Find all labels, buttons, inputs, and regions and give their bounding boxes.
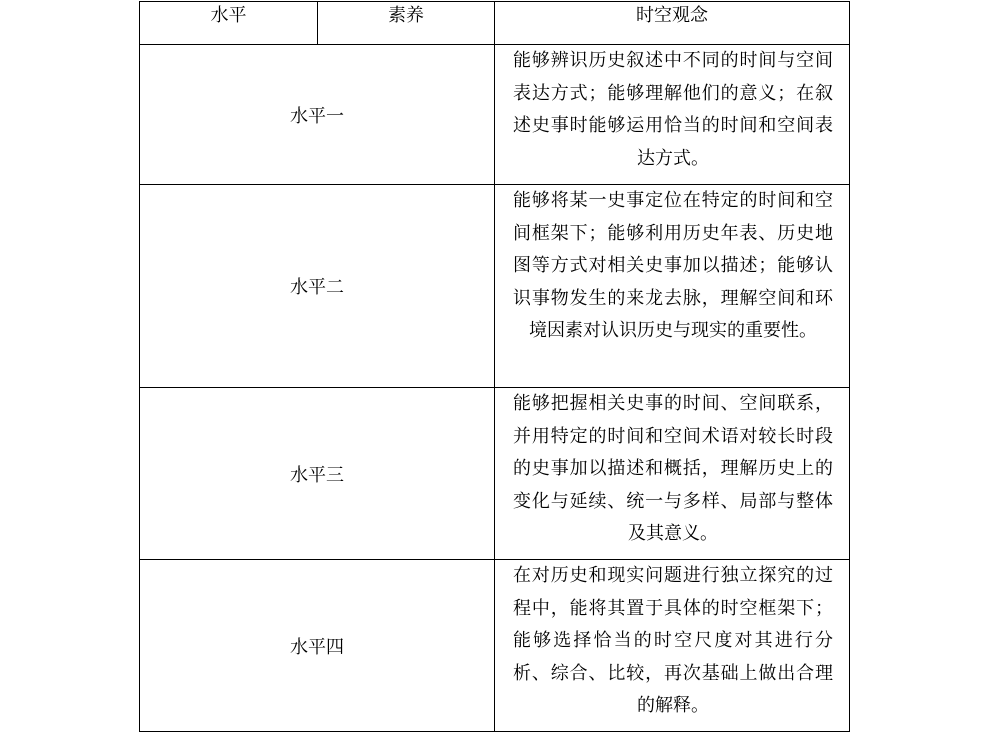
header-literacy-cell (318, 2, 495, 45)
description-cell (495, 388, 850, 560)
header-literacy: 素养 (388, 5, 424, 26)
level-cell: 水平三 (140, 388, 495, 560)
table-row (140, 560, 850, 732)
description-text: 在对历史和现实问题进行独立探究的过程中，能将其置于具体的时空框架下；能够选择恰当的时空尺度对其进行分析、综合、比较，再次基础上做出合理的解释。 (513, 565, 833, 716)
literacy-levels-table (139, 1, 850, 732)
table-row (140, 388, 850, 560)
header-concept-cell (495, 2, 850, 45)
description-text: 能够将某一史事定位在特定的时间和空间框架下；能够利用历史年表、历史地图等方式对相关史事加以描述；能够认识事物发生的来龙去脉，理解空间和环境因素对认识历史与现实的重要性。 (513, 190, 833, 341)
header-row (140, 2, 850, 45)
description-cell (495, 45, 850, 185)
description-text: 能够把握相关史事的时间、空间联系，并用特定的时间和空间术语对较长时段的史事加以描述和概括，理解历史上的变化与延续、统一与多样、局部与整体及其意义。 (513, 393, 833, 544)
header-level: 水平 (210, 5, 247, 26)
table-row (140, 45, 850, 185)
header-concept: 时空观念 (636, 5, 708, 26)
level-cell: 水平二 (140, 185, 495, 388)
level-cell: 水平一 (140, 45, 495, 185)
description-cell (495, 560, 850, 732)
description-cell (495, 185, 850, 388)
header-level-cell (140, 2, 318, 45)
level-cell: 水平四 (140, 560, 495, 732)
description-text: 能够辨识历史叙述中不同的时间与空间表达方式；能够理解他们的意义；在叙述史事时能够运用恰当的时间和空间表达方式。 (513, 50, 833, 169)
table-row (140, 185, 850, 388)
